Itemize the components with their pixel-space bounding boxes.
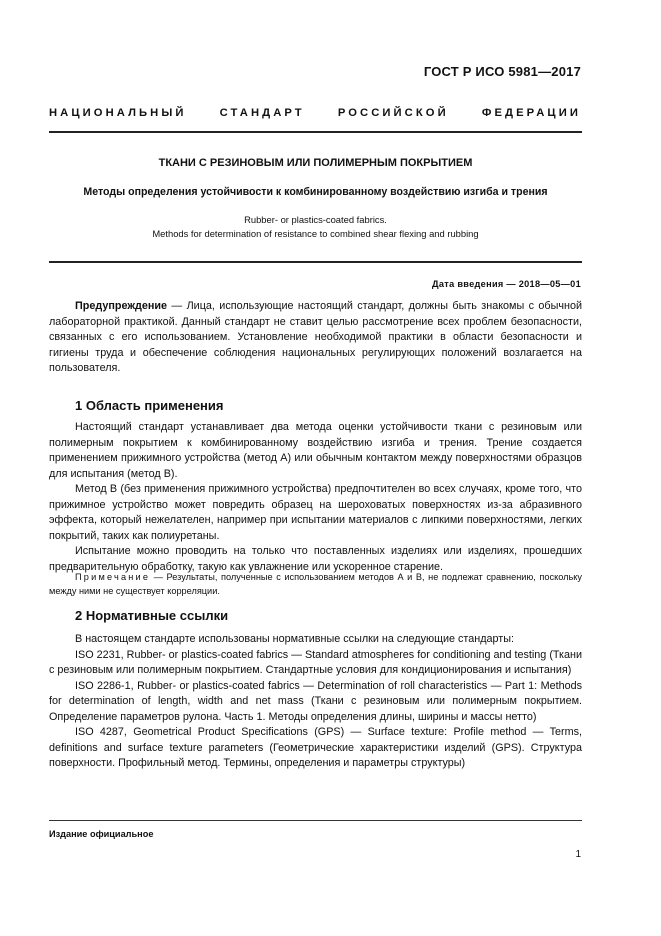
section-2-body <box>49 632 582 772</box>
reference-iso-2231: ISO 2231, Rubber- or plastics-coated fabrics — Standard atmospheres for conditioning and testing (Ткани с резиновым или полимерным покрытием. Стандартные условия для кондиционирования и испытания) <box>49 648 582 676</box>
section-1-note <box>49 571 582 598</box>
official-edition-label: Издание официальное <box>49 829 154 839</box>
section-1-paragraph-3: Испытание можно проводить на только что поставленных изделиях или изделиях, прошедших предварительную обработку, такую как увлажнение или ускоренное старение. <box>49 545 582 573</box>
section-1-paragraph-2: Метод В (без применения прижимного устройства) предпочтителен во всех случаях, кроме того, что прижимное устройство может повредить образец на шероховатых поверхностях из-за абразивного эффекта, который нежелателен, например при испытании материалов с липкими поверхностями, легких покрытий, таких как полиуретаны. <box>49 483 582 542</box>
section-1-paragraph-1: Настоящий стандарт устанавливает два метода оценки устойчивости ткани с резиновым или полимерным покрытием к комбинированному воздействию изгиба и трения. Трение создается применением прижимного устройства (метод А) или обычным контактом между поверхностями образцов для испытания (метод В). <box>49 421 582 480</box>
english-title <box>49 213 582 241</box>
note-label: Примечание <box>75 572 151 582</box>
header-rule <box>49 131 582 133</box>
english-title-line2: Methods for determination of resistance to combined shear flexing and rubbing <box>152 228 479 239</box>
section-1-heading: 1 Область применения <box>75 398 224 413</box>
english-title-line1: Rubber- or plastics-coated fabrics. <box>244 214 387 225</box>
section-2-heading: 2 Нормативные ссылки <box>75 608 229 623</box>
warning-paragraph <box>49 299 582 377</box>
section-1-body <box>49 420 582 575</box>
footer-rule <box>49 820 582 821</box>
reference-iso-4287: ISO 4287, Geometrical Product Specifications (GPS) — Surface texture: Profile method — Terms, definitions and surface texture parameters (Геометрические характеристики изделий (GPS). Структура поверхности. Профильный метод. Термины, определения и параметры структуры) <box>49 726 582 769</box>
section-2-intro: В настоящем стандарте использованы нормативные ссылки на следующие стандарты: <box>75 633 514 645</box>
title-rule <box>49 261 582 263</box>
standard-subtitle: Методы определения устойчивости к комбинированному воздействию изгиба и трения <box>83 186 548 198</box>
warning-label: Предупреждение <box>75 300 168 312</box>
national-standard-banner: НАЦИОНАЛЬНЫЙ СТАНДАРТ РОССИЙСКОЙ ФЕДЕРАЦИИ <box>49 107 581 119</box>
introduction-date: Дата введения — 2018—05—01 <box>432 279 581 289</box>
reference-iso-2286-1: ISO 2286-1, Rubber- or plastics-coated fabrics — Determination of roll characteristics — Part 1: Methods for determination of length, width and net mass (Ткани с резиновым или полимерным покрытием. Определение параметров рулона. Часть 1. Методы определения длины, ширины и массы нетто) <box>49 679 582 723</box>
standard-title: ТКАНИ С РЕЗИНОВЫМ ИЛИ ПОЛИМЕРНЫМ ПОКРЫТИЕМ <box>158 157 473 169</box>
warning-text: — Лица, использующие настоящий стандарт, должны быть знакомы с обычной лабораторной практикой. Данный стандарт не ставит целью рассмотрение всех проблем безопасности, связанных с его использованием. Установление необходимой практики в области безопасности и гигиены труда и обеспечение соблюдения национальных регулирующих положений возлагается на пользователя. <box>49 300 582 374</box>
note-text: — Результаты, полученные с использованием методов А и В, не подлежат сравнению, поскольку между ними не существует корреляции. <box>49 572 582 596</box>
document-number: ГОСТ Р ИСО 5981—2017 <box>423 64 581 79</box>
page-number: 1 <box>575 849 581 860</box>
